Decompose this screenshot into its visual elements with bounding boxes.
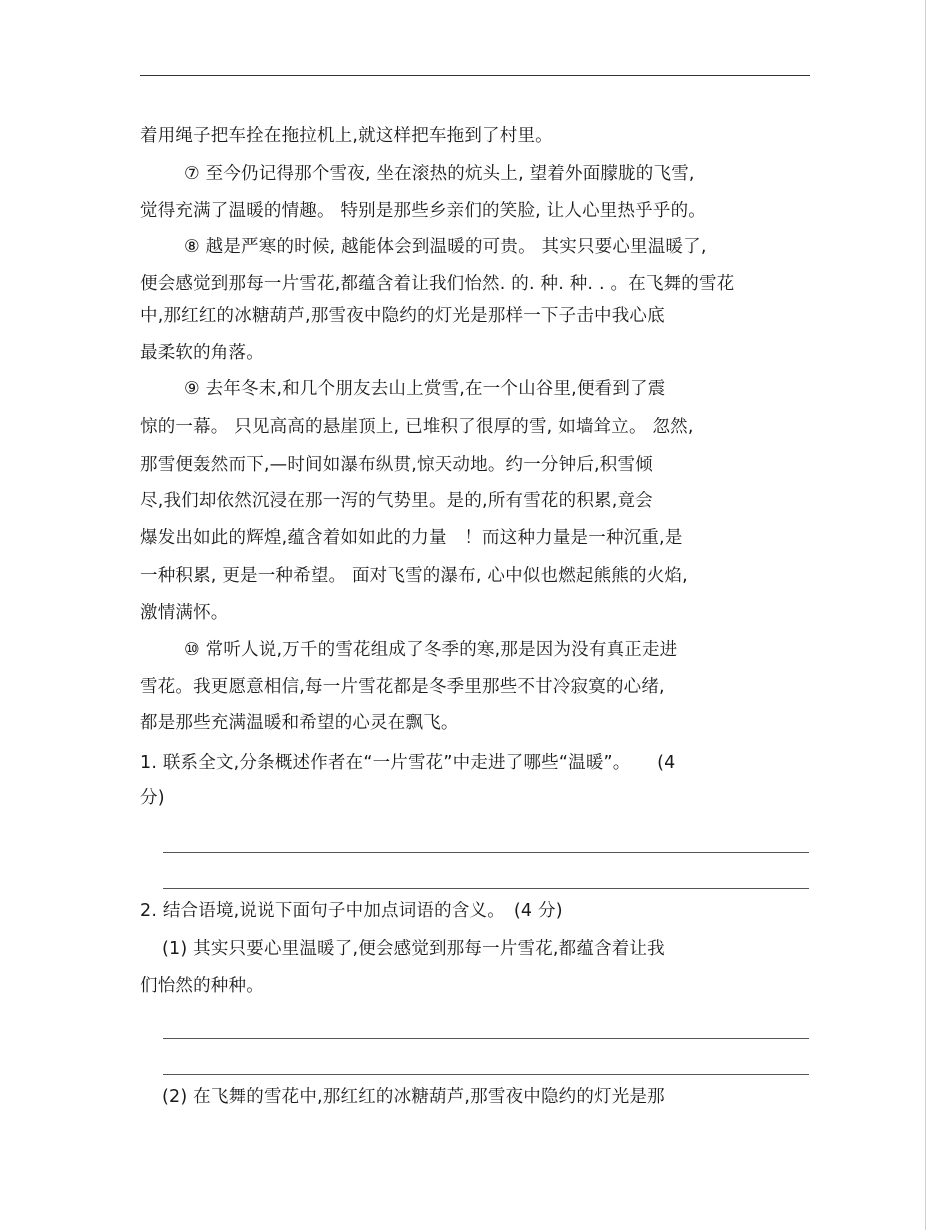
text-line: 着用绳子把车拴在拖拉机上,就这样把车拖到了村里。 — [140, 126, 553, 146]
text-line: 便会感觉到那每一片雪花,都蕴含着让我们怡然. 的. 种. 种. . 。在飞舞的雪花 — [140, 274, 735, 294]
text-line: 觉得充满了温暖的情趣。 特别是那些乡亲们的笑脸, 让人心里热乎乎的。 — [140, 201, 706, 221]
text-line: 尽,我们却依然沉浸在那一泻的气势里。是的,所有雪花的积累,竟会 — [140, 491, 653, 511]
page-edge — [925, 0, 950, 1230]
answer-line — [163, 1038, 809, 1039]
question-1-score: 分) — [140, 788, 165, 808]
text-line: 那雪便轰然而下,—时间如瀑布纵贯,惊天动地。约一分钟后,积雪倾 — [140, 455, 653, 475]
text-line: 激情满怀。 — [140, 603, 229, 623]
answer-line — [163, 852, 809, 853]
text-line: 雪花。我更愿意相信,每一片雪花都是冬季里那些不甘冷寂寞的心绪, — [140, 677, 665, 697]
text-line: 都是那些充满温暖和希望的心灵在飘飞。 — [140, 713, 459, 733]
text-line: 最柔软的角落。 — [140, 343, 264, 363]
text-line: 惊的一幕。 只见高高的悬崖顶上, 已堆积了很厚的雪, 如墙耸立。 忽然, — [140, 417, 694, 437]
text-line: 中,那红红的冰糖葫芦,那雪夜中隐约的灯光是那样一下子击中我心底 — [140, 306, 665, 326]
question-2: 2. 结合语境,说说下面句子中加点词语的含义。 (4 分) — [140, 901, 563, 921]
text-line: 爆发出如此的辉煌,蕴含着如如此的力量 ！而这种力量是一种沉重,是 — [140, 528, 683, 548]
question-1: 1. 联系全文,分条概述作者在“一片雪花”中走进了哪些“温暖”。 (4 — [140, 753, 676, 773]
question-2-part-2: (2) 在飞舞的雪花中,那红红的冰糖葫芦,那雪夜中隐约的灯光是那 — [162, 1087, 665, 1107]
text-line: 一种积累, 更是一种希望。 面对飞雪的瀑布, 心中似也燃起熊熊的火焰, — [140, 566, 688, 586]
question-2-part-1-cont: 们怡然的种种。 — [140, 976, 264, 996]
paragraph-8-line: ⑧ 越是严寒的时候, 越能体会到温暖的可贵。 其实只要心里温暖了, — [184, 237, 707, 257]
question-2-part-1: (1) 其实只要心里温暖了,便会感觉到那每一片雪花,都蕴含着让我 — [162, 939, 665, 959]
paragraph-10-line: ⑩ 常听人说,万千的雪花组成了冬季的寒,那是因为没有真正走进 — [184, 640, 678, 660]
answer-line — [163, 1074, 809, 1075]
header-rule — [140, 75, 810, 76]
paragraph-7-line: ⑦ 至今仍记得那个雪夜, 坐在滚热的炕头上, 望着外面朦胧的飞雪, — [184, 164, 695, 184]
paragraph-9-line: ⑨ 去年冬末,和几个朋友去山上赏雪,在一个山谷里,便看到了震 — [184, 379, 666, 399]
answer-line — [163, 888, 809, 889]
